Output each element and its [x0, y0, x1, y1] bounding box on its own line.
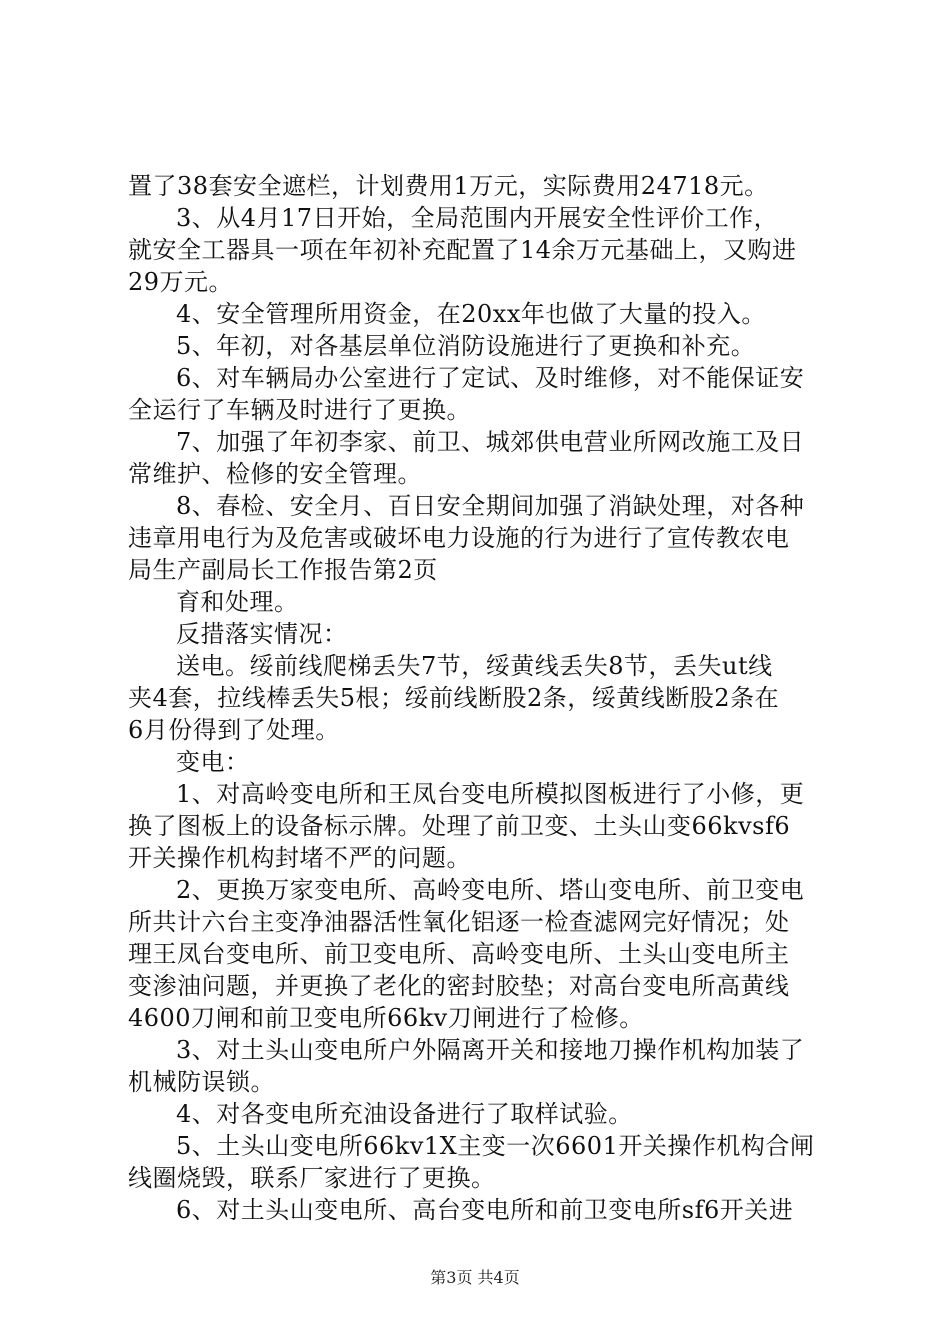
- text-line: 全运行了车辆及时进行了更换。: [128, 396, 471, 424]
- text-line: 6、对车辆局办公室进行了定试、及时维修，对不能保证安: [176, 364, 805, 392]
- text-line: 机械防误锁。: [128, 1068, 275, 1096]
- page-footer: 第3页 共4页: [430, 1268, 520, 1287]
- text-line: 反措落实情况：: [176, 620, 348, 648]
- text-line: 置了38套安全遮栏，计划费用1万元，实际费用24718元。: [128, 172, 769, 200]
- text-line: 换了图板上的设备标示牌。处理了前卫变、土头山变66kvsf6: [128, 812, 791, 840]
- text-line: 送电。绥前线爬梯丢失7节，绥黄线丢失8节，丢失ut线: [176, 652, 773, 680]
- text-line: 理王凤台变电所、前卫变电所、高岭变电所、土头山变电所主: [128, 940, 790, 968]
- text-line: 29万元。: [128, 268, 234, 296]
- text-line: 1、对高岭变电所和王凤台变电所模拟图板进行了小修，更: [176, 780, 805, 808]
- text-line: 育和处理。: [176, 588, 299, 616]
- text-line: 4、对各变电所充油设备进行了取样试验。: [176, 1100, 633, 1128]
- text-line: 变电：: [176, 748, 250, 776]
- text-line: 4、安全管理所用资金，在20xx年也做了大量的投入。: [176, 300, 766, 328]
- text-line: 线圈烧毁，联系厂家进行了更换。: [128, 1164, 496, 1192]
- text-line: 8、春检、安全月、百日安全期间加强了消缺处理，对各种: [176, 492, 805, 520]
- text-line: 7、加强了年初李家、前卫、城郊供电营业所网改施工及日: [176, 428, 805, 456]
- text-line: 常维护、检修的安全管理。: [128, 460, 422, 488]
- text-line: 违章用电行为及危害或破坏电力设施的行为进行了宣传教农电: [128, 524, 790, 552]
- text-line: 就安全工器具一项在年初补充配置了14余万元基础上，又购进: [128, 236, 797, 264]
- text-line: 6、对土头山变电所、高台变电所和前卫变电所sf6开关进: [176, 1196, 794, 1224]
- text-line: 5、土头山变电所66kv1X主变一次6601开关操作机构合闸: [176, 1132, 815, 1160]
- text-line: 5、年初，对各基层单位消防设施进行了更换和补充。: [176, 332, 756, 360]
- text-line: 3、从4月17日开始，全局范围内开展安全性评价工作，: [176, 204, 779, 232]
- text-line: 2、更换万家变电所、高岭变电所、塔山变电所、前卫变电: [176, 876, 805, 904]
- text-line: 4600刀闸和前卫变电所66kv刀闸进行了检修。: [128, 1004, 644, 1032]
- text-line: 开关操作机构封堵不严的问题。: [128, 844, 471, 872]
- text-line: 局生产副局长工作报告第2页: [128, 556, 438, 584]
- text-line: 6月份得到了处理。: [128, 716, 340, 744]
- text-line: 3、对土头山变电所户外隔离开关和接地刀操作机构加装了: [176, 1036, 805, 1064]
- text-line: 所共计六台主变净油器活性氧化铝逐一检查滤网完好情况；处: [128, 908, 790, 936]
- text-line: 夹4套，拉线棒丢失5根；绥前线断股2条，绥黄线断股2条在: [128, 684, 780, 712]
- document-body: [128, 170, 838, 1226]
- text-line: 变渗油问题，并更换了老化的密封胶垫；对高台变电所高黄线: [128, 972, 790, 1000]
